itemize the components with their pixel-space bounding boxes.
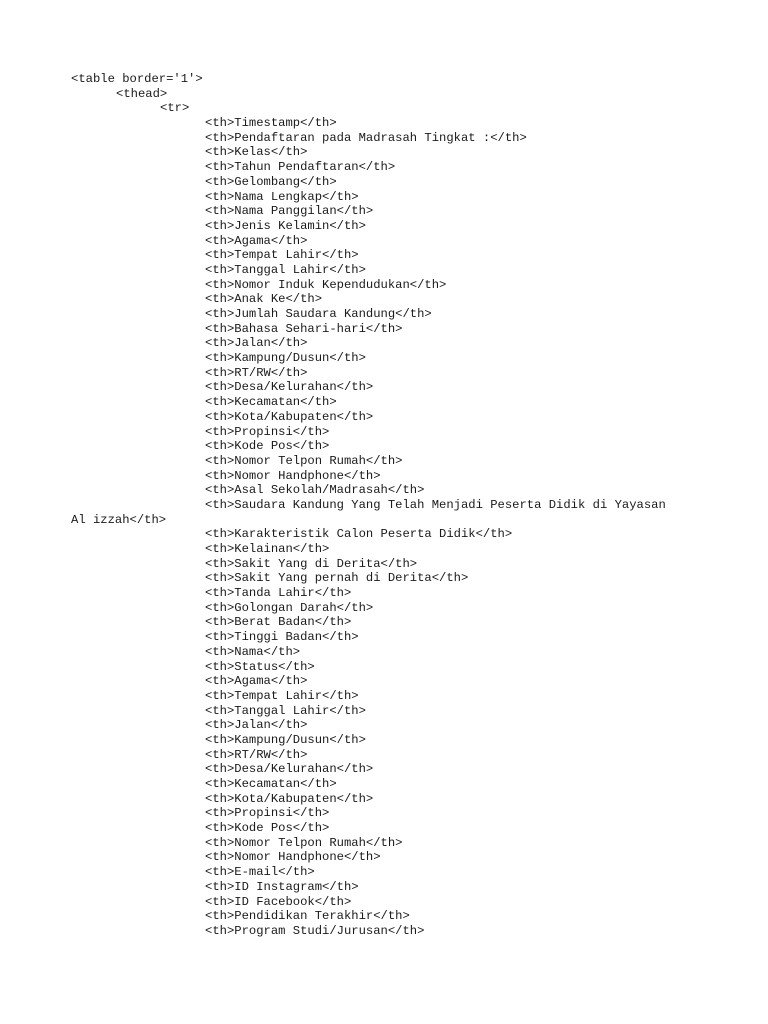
code-line: <th>Desa/Kelurahan</th> — [205, 762, 374, 777]
code-line: <th>Karakteristik Calon Peserta Didik</th> — [205, 527, 513, 542]
code-line: <th>Agama</th> — [205, 674, 308, 689]
code-line: <th>RT/RW</th> — [205, 747, 308, 762]
code-line: <th>Anak Ke</th> — [205, 292, 323, 307]
code-line: <th>Propinsi</th> — [205, 806, 330, 821]
code-line: <th>Nomor Telpon Rumah</th> — [205, 453, 403, 468]
code-line: <th>Pendaftaran pada Madrasah Tingkat :</th> — [205, 130, 527, 145]
code-line: Al izzah</th> — [71, 512, 167, 527]
code-line: <th>Kota/Kabupaten</th> — [205, 791, 374, 806]
code-line: <th>Propinsi</th> — [205, 424, 330, 439]
code-line: <thead> — [116, 86, 168, 101]
code-line: <th>ID Instagram</th> — [205, 879, 359, 894]
code-line: <th>Berat Badan</th> — [205, 615, 352, 630]
code-line: <th>Jenis Kelamin</th> — [205, 218, 366, 233]
code-line: <th>Tempat Lahir</th> — [205, 248, 359, 263]
code-line: <table border='1'> — [71, 72, 203, 86]
code-line: <th>Kota/Kabupaten</th> — [205, 409, 374, 424]
code-line: <th>Nama Lengkap</th> — [205, 189, 359, 204]
code-line: <th>Nomor Telpon Rumah</th> — [205, 835, 403, 850]
code-line: <th>Nomor Handphone</th> — [205, 850, 381, 865]
code-line: <th>Sakit Yang pernah di Derita</th> — [205, 571, 469, 586]
code-line: <th>E-mail</th> — [205, 865, 315, 880]
code-line: <th>Kode Pos</th> — [205, 439, 330, 454]
code-line: <th>Agama</th> — [205, 233, 308, 248]
code-line: <th>Sakit Yang di Derita</th> — [205, 556, 418, 571]
code-line: <th>Jumlah Saudara Kandung</th> — [205, 307, 432, 321]
code-line: <th>Kampung/Dusun</th> — [205, 351, 366, 366]
code-line: <tr> — [160, 101, 190, 116]
code-line: <th>Kecamatan</th> — [205, 395, 337, 410]
code-line: <th>Tanda Lahir</th> — [205, 586, 352, 601]
code-line: <th>RT/RW</th> — [205, 365, 308, 380]
code-line: <th>Tempat Lahir</th> — [205, 688, 359, 703]
code-line: <th>Tahun Pendaftaran</th> — [205, 160, 396, 175]
code-line: <th>Desa/Kelurahan</th> — [205, 380, 374, 395]
code-line: <th>Tanggal Lahir</th> — [205, 703, 366, 718]
code-line: <th>Program Studi/Jurusan</th> — [205, 923, 425, 938]
code-line: <th>Jalan</th> — [205, 336, 308, 351]
code-line: <th>ID Facebook</th> — [205, 894, 352, 909]
code-line: <th>Golongan Darah</th> — [205, 600, 374, 615]
code-line: <th>Tanggal Lahir</th> — [205, 262, 366, 277]
code-listing — [71, 72, 711, 939]
code-line: <th>Bahasa Sehari-hari</th> — [205, 321, 403, 336]
code-line: <th>Kelas</th> — [205, 145, 308, 160]
code-line: <th>Kode Pos</th> — [205, 821, 330, 836]
code-line: <th>Nama</th> — [205, 644, 301, 659]
code-line: <th>Kampung/Dusun</th> — [205, 732, 366, 747]
code-line: <th>Status</th> — [205, 659, 315, 674]
code-line: <th>Nomor Handphone</th> — [205, 468, 381, 483]
code-line: <th>Tinggi Badan</th> — [205, 630, 359, 645]
code-line: <th>Kelainan</th> — [205, 542, 330, 556]
code-line: <th>Timestamp</th> — [205, 116, 337, 131]
code-line: <th>Jalan</th> — [205, 718, 308, 733]
code-line: <th>Asal Sekolah/Madrasah</th> — [205, 483, 425, 498]
code-line: <th>Nama Panggilan</th> — [205, 204, 374, 219]
code-line: <th>Nomor Induk Kependudukan</th> — [205, 277, 447, 292]
code-line: <th>Saudara Kandung Yang Telah Menjadi Peserta Didik di Yayasan — [205, 497, 666, 512]
code-line: <th>Pendidikan Terakhir</th> — [205, 909, 410, 924]
code-line: <th>Kecamatan</th> — [205, 777, 337, 791]
code-line: <th>Gelombang</th> — [205, 174, 337, 189]
